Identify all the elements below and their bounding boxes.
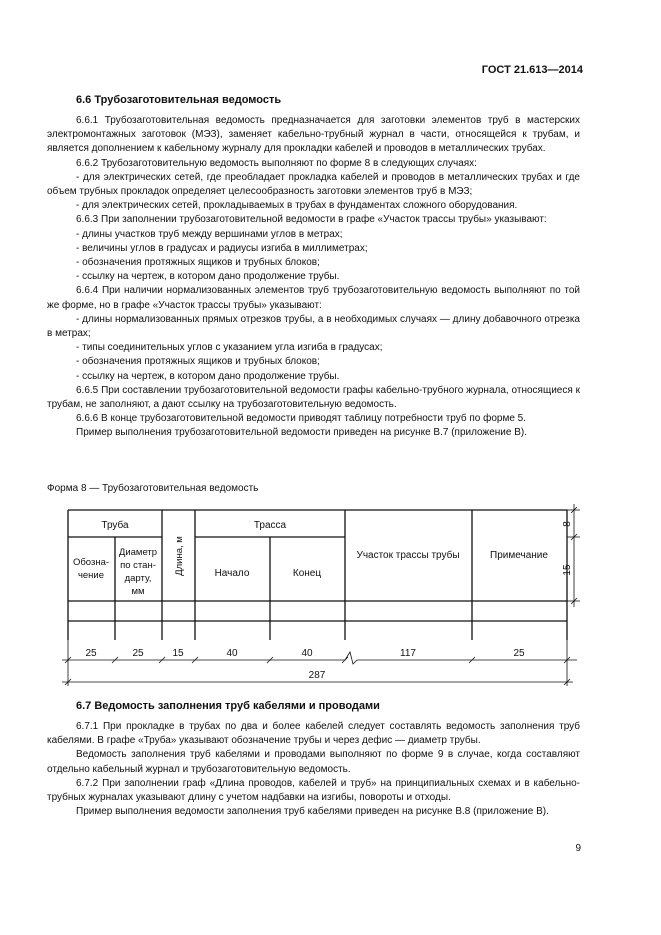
form-caption: Форма 8 — Трубозаготовительная ведомость [47,483,259,494]
header-truba: Труба [101,520,129,531]
header-diametr-3: дарту, [124,573,152,584]
page-number: 9 [575,843,581,854]
header-trassa: Трасса [253,520,287,531]
section-title-6-7: 6.7 Ведомость заполнения труб кабелями и проводами [76,700,380,712]
paragraph: Ведомость заполнения труб кабелями и проводами выполняют по форме 9 в случае, когда составляют отдельно кабельный журнал и трубозаготовительную ведомость. [47,749,580,775]
list-item: - обозначения протяжных ящиков и трубных блоков; [76,356,320,368]
list-item: - ссылку на чертеж, в котором дано продолжение трубы. [76,271,340,283]
list-item: - обозначения протяжных ящиков и трубных блоков; [76,257,320,269]
header-primechanie: Примечание [490,550,548,561]
dim-width-3: 15 [172,648,184,659]
paragraph: 6.6.2 Трубозаготовительную ведомость выполняют по форме 8 в следующих случаях: [76,157,477,169]
section-title-6-6: 6.6 Трубозаготовительная ведомость [76,94,282,106]
header-uchastok: Участок трассы трубы [356,550,460,561]
paragraph: 6.6.4 При наличии нормализованных элементов труб трубозаготовительную ведомость выполняют по той же форме, но в графе «Участок трассы трубы» указывают: [47,285,580,311]
dim-row-height-1: 8 [562,521,573,527]
dim-row-height-2: 15 [562,564,573,576]
header-oboznachenie-1: Обозна- [72,557,110,568]
list-item: - ссылку на чертеж, в котором дано продолжение трубы. [76,370,340,382]
paragraph: 6.6.6 В конце трубозаготовительной ведомости приводят таблицу потребности труб по форме 5. [76,413,527,425]
header-konec: Конец [292,568,322,579]
paragraph: 6.7.2 При заполнении граф «Длина проводов, кабелей и труб» на принципиальных схемах и в кабельно-трубных журналах указывают длину с учетом надбавки на изгибы, повороты и отходы. [47,777,580,804]
header-oboznachenie-2: чение [77,570,105,581]
header-diametr-4: мм [131,586,145,597]
list-item: - для электрических сетей, где преобладает прокладка кабелей и проводов в металлических трубах и где объем трубных прокладок определяет целесообразность заготовки элементов труб в МЭЗ; [47,171,580,198]
header-diametr-1: Диаметр [118,547,158,558]
dim-width-7: 25 [513,648,525,659]
header-nachalo: Начало [214,568,250,579]
dim-total: 287 [308,670,326,681]
list-item: - типы соединительных углов с указанием угла изгиба в градусах; [76,342,383,354]
paragraph: 6.7.1 При прокладке в трубах по два и более кабелей следует составлять ведомость заполнения труб кабелями. В графе «Труба» указывают обозначение трубы и через дефис — диаметр трубы. [47,721,580,747]
list-item: - длины участков труб между вершинами углов в метрах; [76,228,343,240]
dim-width-5: 40 [301,648,313,659]
dim-width-6: 117 [400,648,416,659]
document-code: ГОСТ 21.613—2014 [481,64,583,76]
dim-width-4: 40 [226,648,238,659]
paragraph: Пример выполнения ведомости заполнения труб кабелями приведен на рисунке В.8 (приложение В). [76,806,549,818]
header-diametr-2: по стан- [120,560,156,571]
paragraph: Пример выполнения трубозаготовительной ведомости приведен на рисунке В.7 (приложение В). [76,427,527,439]
dim-width-1: 25 [85,648,97,659]
list-item: - величины углов в градусах и радиусы изгиба в миллиметрах; [76,242,368,254]
paragraph: 6.6.1 Трубозаготовительная ведомость предназначается для заготовки элементов труб в мастерских электромонтажных заготовок (МЭЗ), заменяет кабельно-трубный журнал в части, относящейся к трубам, и является дополнением к кабельному журналу для прокладки кабелей и проводов в металлических трубах. [47,115,580,155]
paragraph: 6.6.3 При заполнении трубозаготовительной ведомости в графе «Участок трассы трубы» указывают: [76,214,547,226]
section-6-7-body [47,720,580,819]
list-item: - длины нормализованных прямых отрезков трубы, а в необходимых случаях — длину добавочного отрезка в метрах; [47,313,580,340]
list-item: - для электрических сетей, прокладываемых в трубах в фундаментах сложного оборудования. [76,200,518,212]
dim-width-2: 25 [132,648,144,659]
paragraph: 6.6.5 При составлении трубозаготовительной ведомости графы кабельно-трубного журнала, относящиеся к трубам, не заполняют, а дают ссылку на трубозаготовительную ведомость. [47,384,580,411]
header-dlina: Длина, м [174,536,185,576]
